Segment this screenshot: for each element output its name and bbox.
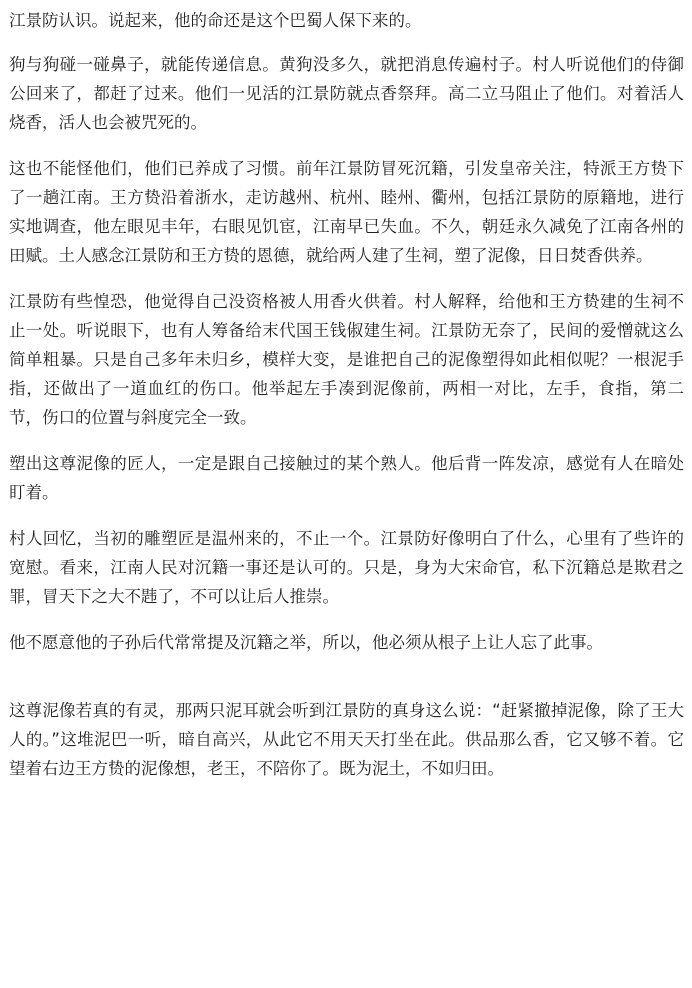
paragraph-3: 这也不能怪他们，他们已养成了习惯。前年江景防冒死沉籍，引发皇帝关注，特派王方贽下了一趟江南。王方贽沿着浙水，走访越州、杭州、睦州、衢州，包括江景防的原籍地，进行实地调查，他左眼见丰年，右眼见饥宦，江南早已失血。不久，朝廷永久减免了江南各州的田赋。土人感念江景防和王方贽的恩德，就给两人建了生祠，塑了泥像，日日焚香供养。 [9, 159, 684, 265]
paragraph-1: 江景防认识。说起来，他的命还是这个巴蜀人保下来的。 [9, 11, 422, 30]
paragraph-6: 村人回忆，当初的雕塑匠是温州来的，不止一个。江景防好像明白了什么，心里有了些许的宽慰。看来，江南人民对沉籍一事还是认可的。只是，身为大宋命官，私下沉籍总是欺君之罪，冒天下之大不韪了，不可以让后人推崇。 [9, 529, 684, 606]
paragraph-4: 江景防有些惶恐，他觉得自己没资格被人用香火供着。村人解释，给他和王方贽建的生祠不止一处。听说眼下，也有人筹备给末代国王钱俶建生祠。江景防无奈了，民间的爱憎就这么简单粗暴。只是自己多年未归乡，模样大变，是谁把自己的泥像塑得如此相似呢？一根泥手指，还做出了一道血红的伤口。他举起左手凑到泥像前，两相一对比，左手，食指，第二节，伤口的位置与斜度完全一致。 [9, 292, 684, 427]
paragraph-gap [9, 674, 684, 696]
paragraph-2: 狗与狗碰一碰鼻子，就能传递信息。黄狗没多久，就把消息传遍村子。村人听说他们的侍御公回来了，都赶了过来。他们一见活的江景防就点香祭拜。高二立马阻止了他们。对着活人烧香，活人也会被咒死的。 [9, 55, 684, 132]
paragraph-7: 他不愿意他的子孙后代常常提及沉籍之举，所以，他必须从根子上让人忘了此事。 [9, 633, 603, 652]
paragraph-8: 这尊泥像若真的有灵，那两只泥耳就会听到江景防的真身这么说：“赶紧撤掉泥像，除了王大人的。”这堆泥巴一听，暗自高兴，从此它不用天天打坐在此。供品那么香，它又够不着。它望着右边王方贽的泥像想，老王，不陪你了。既为泥土，不如归田。 [9, 701, 684, 778]
paragraph-5: 塑出这尊泥像的匠人，一定是跟自己接触过的某个熟人。他后背一阵发凉，感觉有人在暗处盯着。 [9, 454, 684, 502]
